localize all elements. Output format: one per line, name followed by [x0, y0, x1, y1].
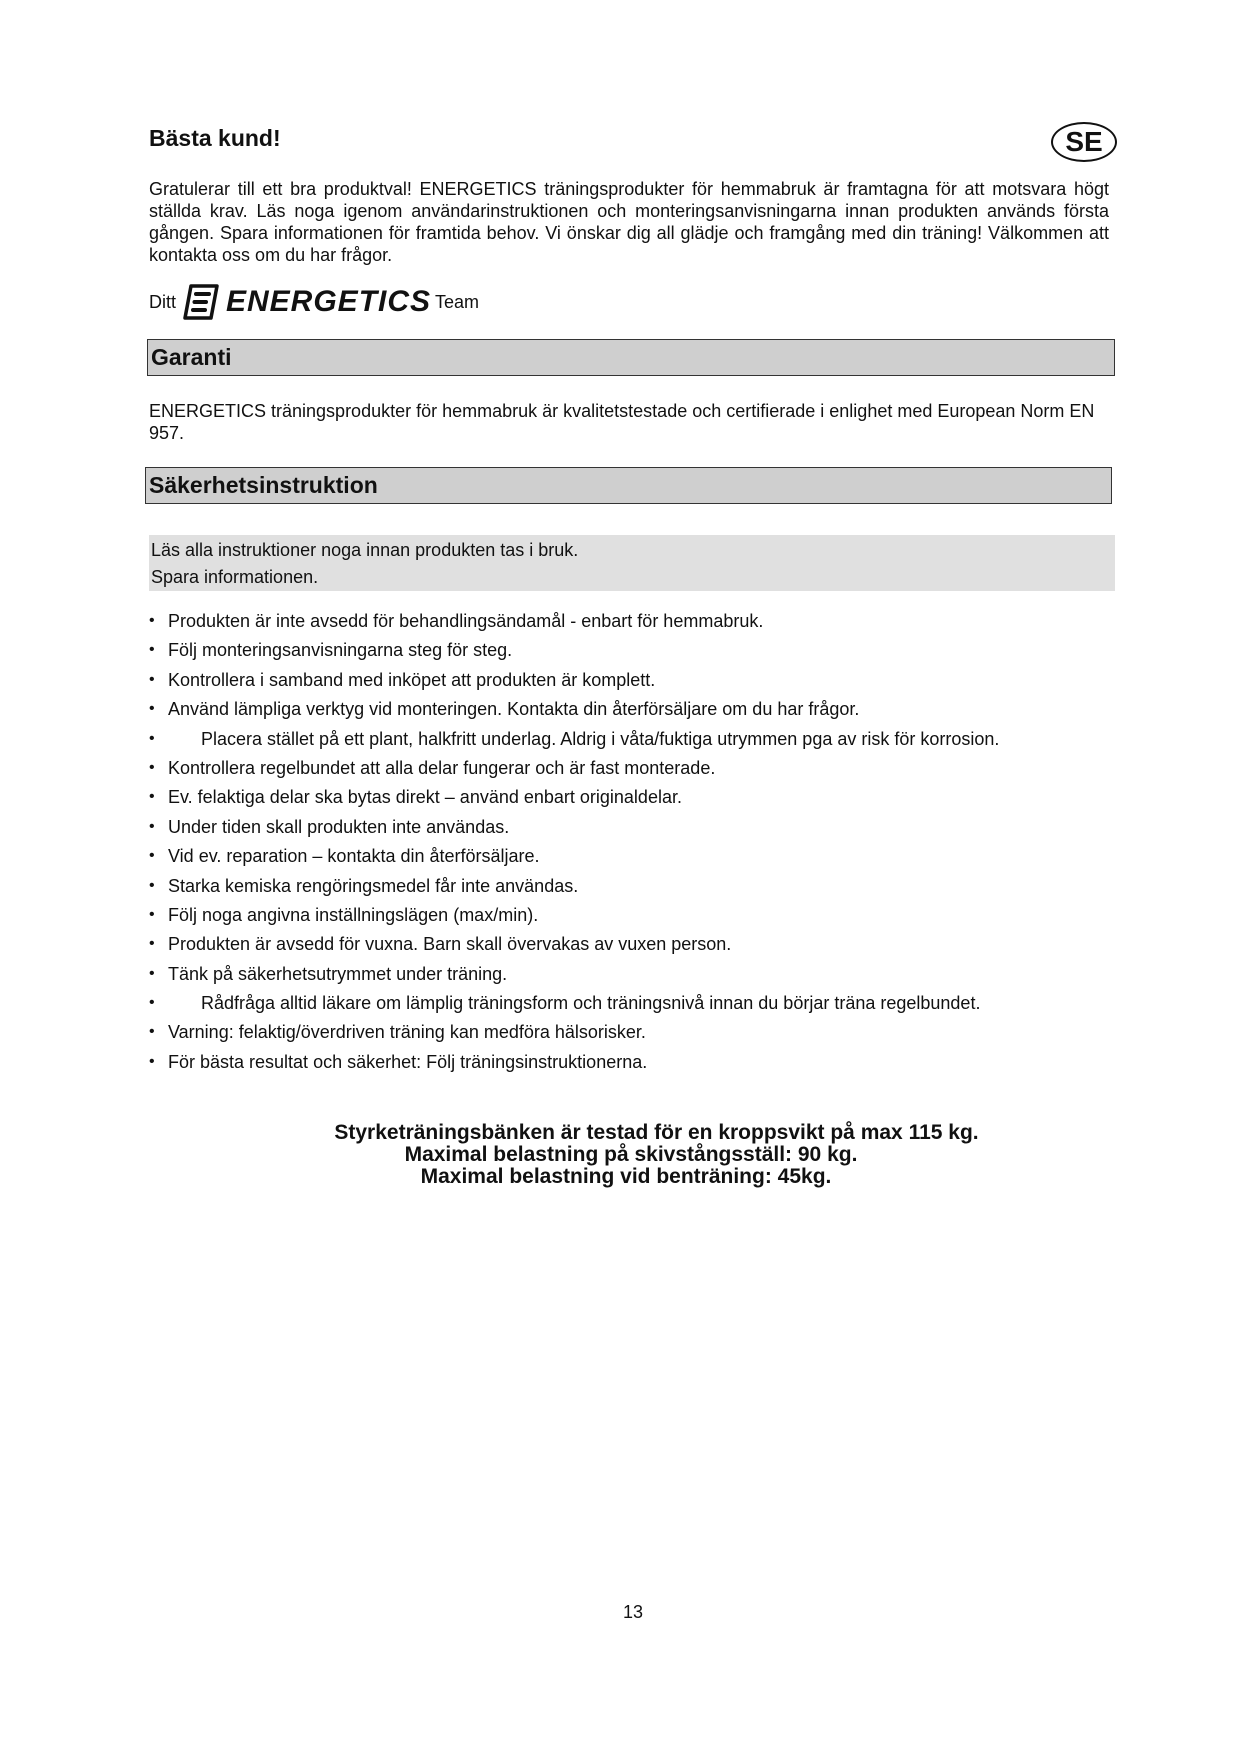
- list-item: • Vid ev. reparation – kontakta din återförsäljare.: [149, 846, 540, 867]
- list-item: • Använd lämpliga verktyg vid monteringen. Kontakta din återförsäljare om du har frågor.: [149, 699, 860, 720]
- list-item: • Varning: felaktig/överdriven träning kan medföra hälsorisker.: [149, 1022, 646, 1043]
- limit-line: Maximal belastning på skivstångsställ: 90 kg.: [404, 1143, 858, 1166]
- list-item: • Placera stället på ett plant, halkfritt underlag. Aldrig i våta/fuktiga utrymmen pga av risk för korrosion.: [149, 728, 1000, 749]
- list-item: • Kontrollera i samband med inköpet att produkten är komplett.: [149, 669, 656, 690]
- language-badge: SE: [1051, 122, 1117, 162]
- bullet-icon: •: [149, 788, 155, 806]
- bullet-icon: •: [149, 1052, 155, 1070]
- bullet-icon: •: [149, 700, 155, 718]
- bullet-icon: •: [149, 641, 155, 659]
- signature: [149, 282, 479, 322]
- list-item: • Starka kemiska rengöringsmedel får inte användas.: [149, 875, 579, 896]
- list-item: • Följ monteringsanvisningarna steg för steg.: [149, 640, 513, 661]
- list-item: • Kontrollera regelbundet att alla delar fungerar och är fast monterade.: [149, 757, 716, 778]
- bullet-icon: •: [149, 876, 155, 894]
- bullet-icon: •: [149, 729, 155, 747]
- list-item: • Under tiden skall produkten inte användas.: [149, 816, 510, 837]
- bullet-icon: •: [149, 905, 155, 923]
- list-item: • Rådfråga alltid läkare om lämplig träningsform och träningsnivå innan du börjar träna regelbundet.: [149, 993, 981, 1014]
- signature-prefix: Ditt: [149, 291, 176, 312]
- list-item: • Produkten är inte avsedd för behandlingsändamål - enbart för hemmabruk.: [149, 611, 764, 631]
- signature-suffix: Team: [435, 291, 480, 312]
- limit-line: Styrketräningsbänken är testad för en kroppsvikt på max 115 kg.: [334, 1121, 979, 1144]
- notice-line: Läs alla instruktioner noga innan produkten tas i bruk.: [151, 540, 579, 560]
- safety-list: [149, 609, 1139, 1079]
- load-limits: [0, 1122, 1241, 1188]
- garanti-text: ENERGETICS träningsprodukter för hemmabruk är kvalitetstestade och certifierade i enlighet med European Norm EN 957.: [149, 401, 1095, 443]
- bullet-icon: •: [149, 847, 155, 865]
- garanti-heading: Garanti: [147, 339, 1115, 376]
- logo-wordmark: ENERGETICS: [226, 285, 432, 318]
- page-title: Bästa kund!: [149, 125, 281, 151]
- limit-line: Maximal belastning vid benträning: 45kg.: [420, 1165, 832, 1188]
- bullet-icon: •: [149, 612, 155, 629]
- bullet-icon: •: [149, 817, 155, 835]
- intro-paragraph: Gratulerar till ett bra produktval! ENERGETICS träningsprodukter för hemmabruk är framtagna för att motsvara högt ställda krav. Läs noga igenom användarinstruktionen och monteringsanvisningarna innan produkten används första gången. Spara informationen för framtida behov. Vi önskar dig all glädje och framgång med din träning! Välkommen att kontakta oss om du har frågor.: [149, 179, 1109, 265]
- energetics-logo: [182, 283, 431, 321]
- bullet-icon: •: [149, 758, 155, 776]
- list-item: • För bästa resultat och säkerhet: Följ träningsinstruktionerna.: [149, 1051, 648, 1072]
- list-item: • Följ noga angivna inställningslägen (max/min).: [149, 904, 539, 925]
- list-item: • Produkten är avsedd för vuxna. Barn skall övervakas av vuxen person.: [149, 934, 732, 955]
- bullet-icon: •: [149, 964, 155, 982]
- bullet-icon: •: [149, 1023, 155, 1041]
- list-item: • Tänk på säkerhetsutrymmet under träning.: [149, 963, 508, 984]
- page-number: 13: [622, 1602, 644, 1622]
- bullet-icon: •: [149, 994, 155, 1012]
- safety-notice-box: [149, 535, 1115, 591]
- energetics-e-icon: [182, 283, 220, 321]
- bullet-icon: •: [149, 935, 155, 953]
- notice-line: Spara informationen.: [151, 567, 319, 587]
- list-item: • Ev. felaktiga delar ska bytas direkt – använd enbart originaldelar.: [149, 787, 682, 808]
- bullet-icon: •: [149, 670, 155, 688]
- safety-heading: Säkerhetsinstruktion: [145, 467, 1112, 504]
